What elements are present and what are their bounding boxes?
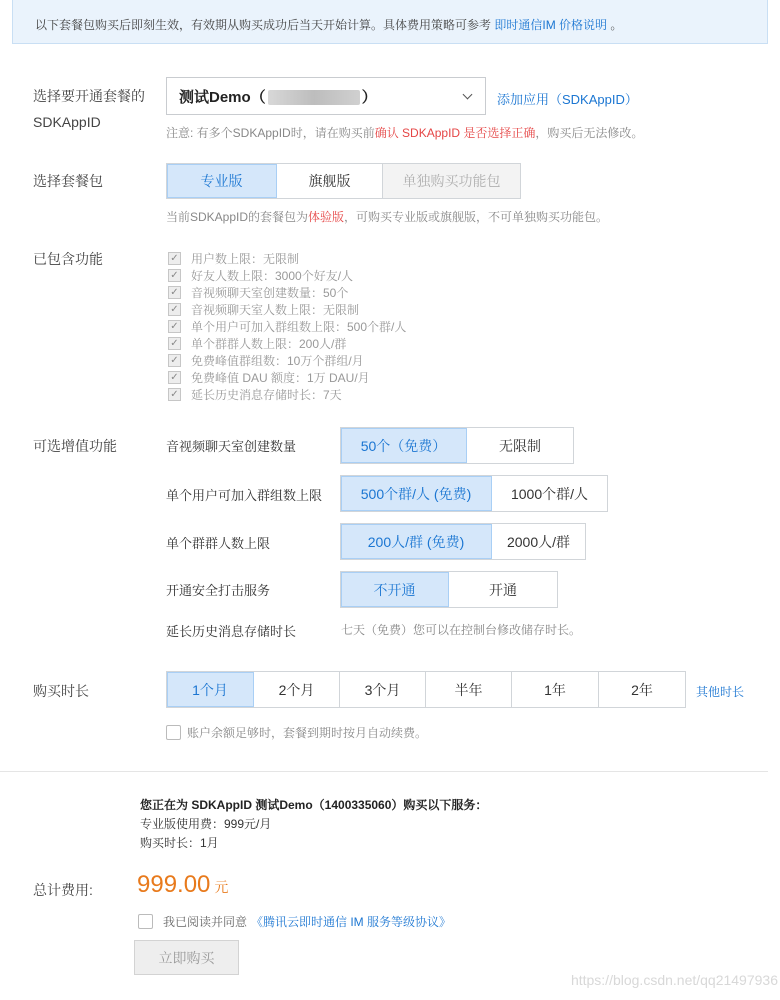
app-select-label-line1: 选择要开通套餐的 bbox=[33, 88, 145, 104]
package-label: 选择套餐包 bbox=[33, 173, 103, 189]
addon-name-av-rooms: 音视频聊天室创建数量 bbox=[166, 439, 297, 454]
check-icon: ✓ bbox=[168, 354, 181, 367]
addon-av-rooms-option-unlimited[interactable]: 无限制 bbox=[467, 428, 573, 463]
total-price bbox=[137, 871, 228, 899]
addon-group-size-selector bbox=[340, 523, 586, 560]
total-label: 总计费用: bbox=[33, 882, 93, 898]
feature-text: 免费峰值群组数：10万个群组/月 bbox=[191, 354, 364, 368]
sdkappid-select[interactable] bbox=[166, 77, 486, 115]
feature-item bbox=[168, 301, 406, 318]
duration-option-2y[interactable]: 2年 bbox=[599, 672, 685, 707]
package-option-pro[interactable]: 专业版 bbox=[167, 164, 277, 198]
sdkappid-select-value bbox=[179, 86, 377, 107]
addon-name-group-size: 单个群群人数上限 bbox=[166, 536, 271, 551]
add-app-link[interactable]: 添加应用（SDKAppID） bbox=[497, 92, 638, 107]
duration-selector bbox=[166, 671, 686, 708]
auto-renew-text: 账户余额足够时，套餐到期时按月自动续费。 bbox=[187, 726, 428, 740]
feature-text: 延长历史消息存储时长：7天 bbox=[191, 388, 342, 402]
feature-text: 单个群群人数上限：200人/群 bbox=[191, 337, 347, 351]
package-hint bbox=[166, 208, 608, 225]
agreement-link[interactable]: 《腾讯云即时通信 IM 服务等级协议》 bbox=[251, 915, 452, 929]
feature-text: 免费峰值 DAU 额度：1万 DAU/月 bbox=[191, 371, 370, 385]
feature-text: 好友人数上限：3000个好友/人 bbox=[191, 269, 354, 283]
package-option-flagship[interactable]: 旗舰版 bbox=[277, 164, 383, 198]
addon-security-option-off[interactable]: 不开通 bbox=[341, 572, 449, 607]
buy-button[interactable]: 立即购买 bbox=[134, 940, 239, 975]
check-icon: ✓ bbox=[168, 252, 181, 265]
app-select-label-line2: SDKAppID bbox=[33, 114, 101, 130]
agreement-text: 我已阅读并同意 bbox=[163, 915, 248, 929]
notice-banner bbox=[12, 0, 768, 44]
package-selector bbox=[166, 163, 521, 199]
addon-av-rooms-option-free[interactable]: 50个（免费） bbox=[341, 428, 467, 463]
addon-group-size-option-free[interactable]: 200人/群 (免费) bbox=[341, 524, 492, 559]
features-label: 已包含功能 bbox=[33, 251, 103, 267]
feature-item bbox=[168, 318, 406, 335]
agreement-checkbox[interactable] bbox=[138, 914, 153, 929]
addon-security-option-on[interactable]: 开通 bbox=[449, 572, 557, 607]
addon-name-security: 开通安全打击服务 bbox=[166, 583, 271, 598]
package-option-addon[interactable]: 单独购买功能包 bbox=[383, 164, 520, 198]
addon-name-groups-per-user: 单个用户可加入群组数上限 bbox=[166, 488, 323, 503]
agreement-row bbox=[138, 913, 451, 930]
addon-groups-per-user-option-free[interactable]: 500个群/人 (免费) bbox=[341, 476, 492, 511]
duration-option-1m[interactable]: 1个月 bbox=[167, 672, 254, 707]
feature-text: 用户数上限：无限制 bbox=[191, 252, 300, 266]
total-unit: 元 bbox=[214, 879, 229, 895]
feature-item bbox=[168, 250, 406, 267]
check-icon: ✓ bbox=[168, 371, 181, 384]
addon-av-rooms-selector bbox=[340, 427, 574, 464]
other-duration-link[interactable]: 其他时长 bbox=[696, 685, 745, 699]
summary-line3: 购买时长：1月 bbox=[140, 836, 219, 850]
section-divider bbox=[0, 771, 768, 772]
addon-groups-per-user-option-1000[interactable]: 1000个群/人 bbox=[492, 476, 607, 511]
features-list bbox=[168, 250, 406, 403]
notice-end: 。 bbox=[610, 18, 623, 32]
addon-security-selector bbox=[340, 571, 558, 608]
summary-line2: 专业版使用费：999元/月 bbox=[140, 817, 272, 831]
package-hint-red: 体验版 bbox=[308, 210, 345, 224]
duration-option-2m[interactable]: 2个月 bbox=[254, 672, 340, 707]
duration-option-3m[interactable]: 3个月 bbox=[340, 672, 426, 707]
app-select-label bbox=[33, 83, 145, 135]
feature-item bbox=[168, 267, 406, 284]
feature-item bbox=[168, 369, 406, 386]
summary-line1: 您正在为 SDKAppID 测试Demo（1400335060）购买以下服务： bbox=[140, 798, 488, 812]
chevron-down-icon bbox=[463, 90, 473, 100]
feature-text: 单个用户可加入群组数上限：500个群/人 bbox=[191, 320, 407, 334]
check-icon: ✓ bbox=[168, 269, 181, 282]
check-icon: ✓ bbox=[168, 286, 181, 299]
feature-text: 音视频聊天室人数上限：无限制 bbox=[191, 303, 360, 317]
auto-renew-row bbox=[166, 724, 427, 741]
check-icon: ✓ bbox=[168, 388, 181, 401]
check-icon: ✓ bbox=[168, 303, 181, 316]
duration-option-6m[interactable]: 半年 bbox=[426, 672, 512, 707]
feature-item bbox=[168, 284, 406, 301]
addon-group-size-option-2000[interactable]: 2000人/群 bbox=[492, 524, 585, 559]
addons-label: 可选增值功能 bbox=[33, 438, 117, 454]
app-hint-pre: 注意: 有多个SDKAppID时，请在购买前 bbox=[166, 126, 375, 140]
package-hint-post: ，可购买专业版或旗舰版，不可单独购买功能包。 bbox=[344, 210, 609, 224]
addon-name-history: 延长历史消息存储时长 bbox=[166, 624, 297, 639]
feature-item bbox=[168, 352, 406, 369]
addon-history-note: 七天（免费）您可以在控制台修改储存时长。 bbox=[341, 623, 582, 637]
addon-groups-per-user-selector bbox=[340, 475, 608, 512]
package-hint-pre: 当前SDKAppID的套餐包为 bbox=[166, 210, 309, 224]
order-summary bbox=[140, 796, 487, 853]
app-select-hint bbox=[166, 124, 643, 141]
sdkappid-value-prefix: 测试Demo（ bbox=[179, 88, 266, 106]
app-hint-post: ，购买后无法修改。 bbox=[535, 126, 644, 140]
feature-text: 音视频聊天室创建数量：50个 bbox=[191, 286, 349, 300]
redacted-mask bbox=[268, 90, 360, 105]
notice-text: 以下套餐包购买后即刻生效，有效期从购买成功后当天开始计算。具体费用策略可参考 bbox=[35, 18, 492, 32]
app-hint-red: 确认 SDKAppID 是否选择正确 bbox=[374, 126, 536, 140]
watermark: https://blog.csdn.net/qq21497936 bbox=[570, 972, 778, 988]
total-amount: 999.00 bbox=[137, 871, 211, 898]
feature-item bbox=[168, 386, 406, 403]
sdkappid-value-suffix: ） bbox=[361, 88, 377, 106]
duration-label: 购买时长 bbox=[33, 683, 89, 699]
feature-item bbox=[168, 335, 406, 352]
auto-renew-checkbox[interactable] bbox=[166, 725, 181, 740]
check-icon: ✓ bbox=[168, 337, 181, 350]
duration-option-1y[interactable]: 1年 bbox=[512, 672, 599, 707]
pricing-link[interactable]: 即时通信IM 价格说明 bbox=[494, 18, 608, 32]
check-icon: ✓ bbox=[168, 320, 181, 333]
